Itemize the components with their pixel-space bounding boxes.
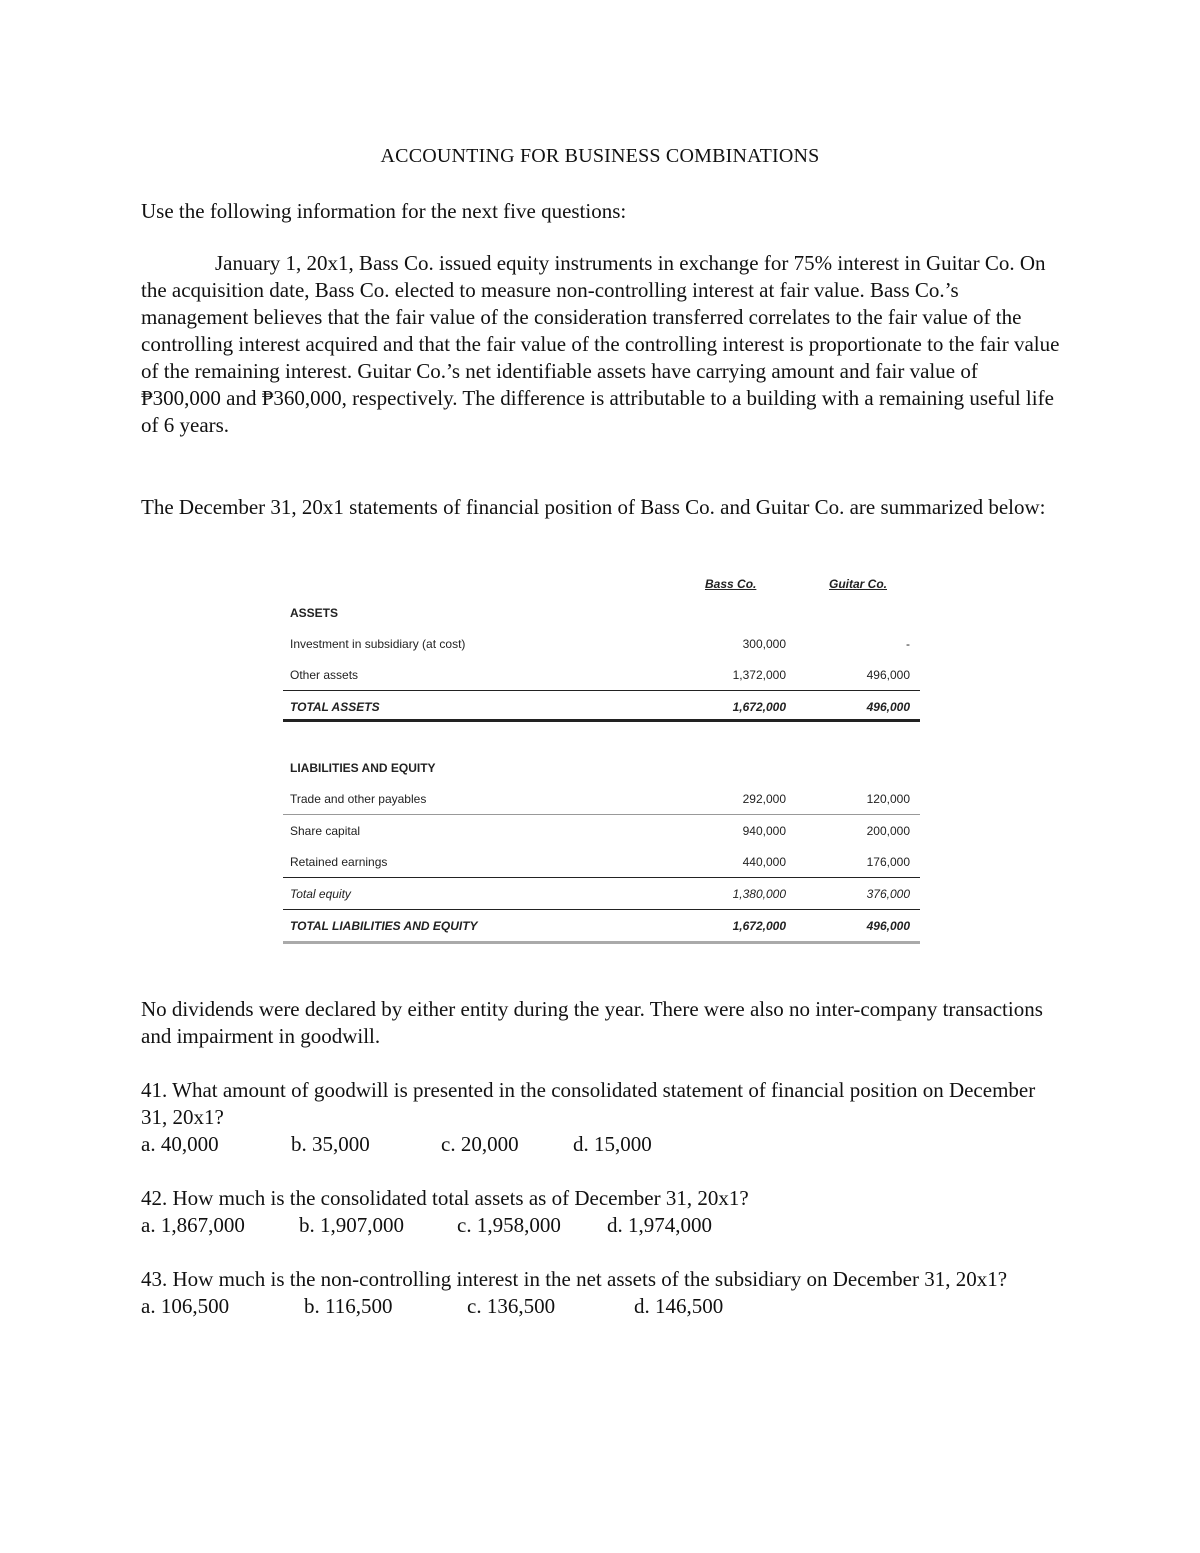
choice-d: d. 146,500 xyxy=(634,1294,724,1318)
total-equity-row xyxy=(283,877,920,909)
bass-value: 440,000 xyxy=(742,855,786,869)
choice-c: c. 1,958,000 xyxy=(457,1213,561,1237)
choice-a: a. 40,000 xyxy=(141,1132,219,1156)
guitar-value: 200,000 xyxy=(866,824,910,838)
table-row xyxy=(283,659,920,690)
answer-choices xyxy=(141,1212,1061,1239)
question-41 xyxy=(141,1077,1061,1158)
choice-b: b. 1,907,000 xyxy=(299,1213,404,1237)
answer-choices xyxy=(141,1293,1061,1320)
table-row xyxy=(283,628,920,659)
column-header-bass: Bass Co. xyxy=(705,577,757,591)
row-label: Total equity xyxy=(290,887,351,901)
bass-value: 1,672,000 xyxy=(732,700,786,714)
guitar-value: 496,000 xyxy=(866,700,910,714)
note-paragraph: No dividends were declared by either entity during the year. There were also no inter-company transactions and impairment in goodwill. xyxy=(141,997,1043,1048)
question-text: 42. How much is the consolidated total assets as of December 31, 20x1? xyxy=(141,1186,749,1210)
choice-a: a. 1,867,000 xyxy=(141,1213,245,1237)
row-label: Retained earnings xyxy=(290,855,388,869)
bass-value: 1,672,000 xyxy=(732,919,786,933)
table-row xyxy=(283,846,920,877)
row-label: Other assets xyxy=(290,668,359,682)
column-header-guitar: Guitar Co. xyxy=(829,577,888,591)
bass-value: 940,000 xyxy=(742,824,786,838)
choice-a: a. 106,500 xyxy=(141,1294,230,1318)
page-title: ACCOUNTING FOR BUSINESS COMBINATIONS xyxy=(380,145,820,167)
guitar-value: 120,000 xyxy=(866,792,910,806)
total-assets-row xyxy=(283,690,920,722)
guitar-value: 496,000 xyxy=(866,668,910,682)
guitar-value: 496,000 xyxy=(866,919,910,933)
table-header-row xyxy=(283,575,920,597)
choice-d: d. 1,974,000 xyxy=(607,1213,712,1237)
table-row xyxy=(283,814,920,846)
bass-value: 300,000 xyxy=(742,637,786,651)
question-43 xyxy=(141,1266,1061,1320)
financial-statement-table xyxy=(283,575,920,944)
bass-value: 1,372,000 xyxy=(732,668,786,682)
question-text: 43. How much is the non-controlling interest in the net assets of the subsidiary on December 31, 20x1? xyxy=(141,1267,1008,1291)
question-text: 41. What amount of goodwill is presented in the consolidated statement of financial position on December 31, 20x1? xyxy=(141,1078,1036,1129)
guitar-value: - xyxy=(906,637,910,651)
bass-value: 292,000 xyxy=(742,792,786,806)
question-42 xyxy=(141,1185,1061,1239)
choice-b: b. 116,500 xyxy=(304,1294,393,1318)
choice-c: c. 20,000 xyxy=(441,1132,519,1156)
row-label: Investment in subsidiary (at cost) xyxy=(290,637,466,651)
table-row xyxy=(283,783,920,814)
intro-text: Use the following information for the next five questions: xyxy=(141,199,627,223)
statements-intro: The December 31, 20x1 statements of financial position of Bass Co. and Guitar Co. are summarized below: xyxy=(141,495,1046,519)
row-label: TOTAL LIABILITIES AND EQUITY xyxy=(290,919,478,933)
row-label: Trade and other payables xyxy=(290,792,427,806)
choice-c: c. 136,500 xyxy=(467,1294,556,1318)
scenario-paragraph: January 1, 20x1, Bass Co. issued equity instruments in exchange for 75% interest in Guitar Co. On the acquisition date, Bass Co. elected to measure non-controlling interest at fair value. Bass Co.’s management believes that the fair value of the consideration transferred correlates to the fair value of the controlling interest acquired and that the fair value of the controlling interest is proportionate to the fair value of the remaining interest. Guitar Co.’s net identifiable assets have carrying amount and fair value of ₱300,000 and ₱360,000, respectively. The difference is attributable to a building with a remaining useful life of 6 years. xyxy=(141,251,1060,437)
total-liabilities-equity-row xyxy=(283,909,920,944)
choice-d: d. 15,000 xyxy=(573,1132,652,1156)
spacer xyxy=(283,722,920,752)
row-label: TOTAL ASSETS xyxy=(290,700,380,714)
liabilities-heading-row xyxy=(283,752,920,783)
liabilities-heading: LIABILITIES AND EQUITY xyxy=(290,761,436,775)
assets-heading: ASSETS xyxy=(290,606,339,620)
guitar-value: 376,000 xyxy=(866,887,910,901)
assets-heading-row xyxy=(283,597,920,628)
choice-b: b. 35,000 xyxy=(291,1132,370,1156)
row-label: Share capital xyxy=(290,824,361,838)
bass-value: 1,380,000 xyxy=(732,887,786,901)
guitar-value: 176,000 xyxy=(866,855,910,869)
answer-choices xyxy=(141,1131,1061,1158)
